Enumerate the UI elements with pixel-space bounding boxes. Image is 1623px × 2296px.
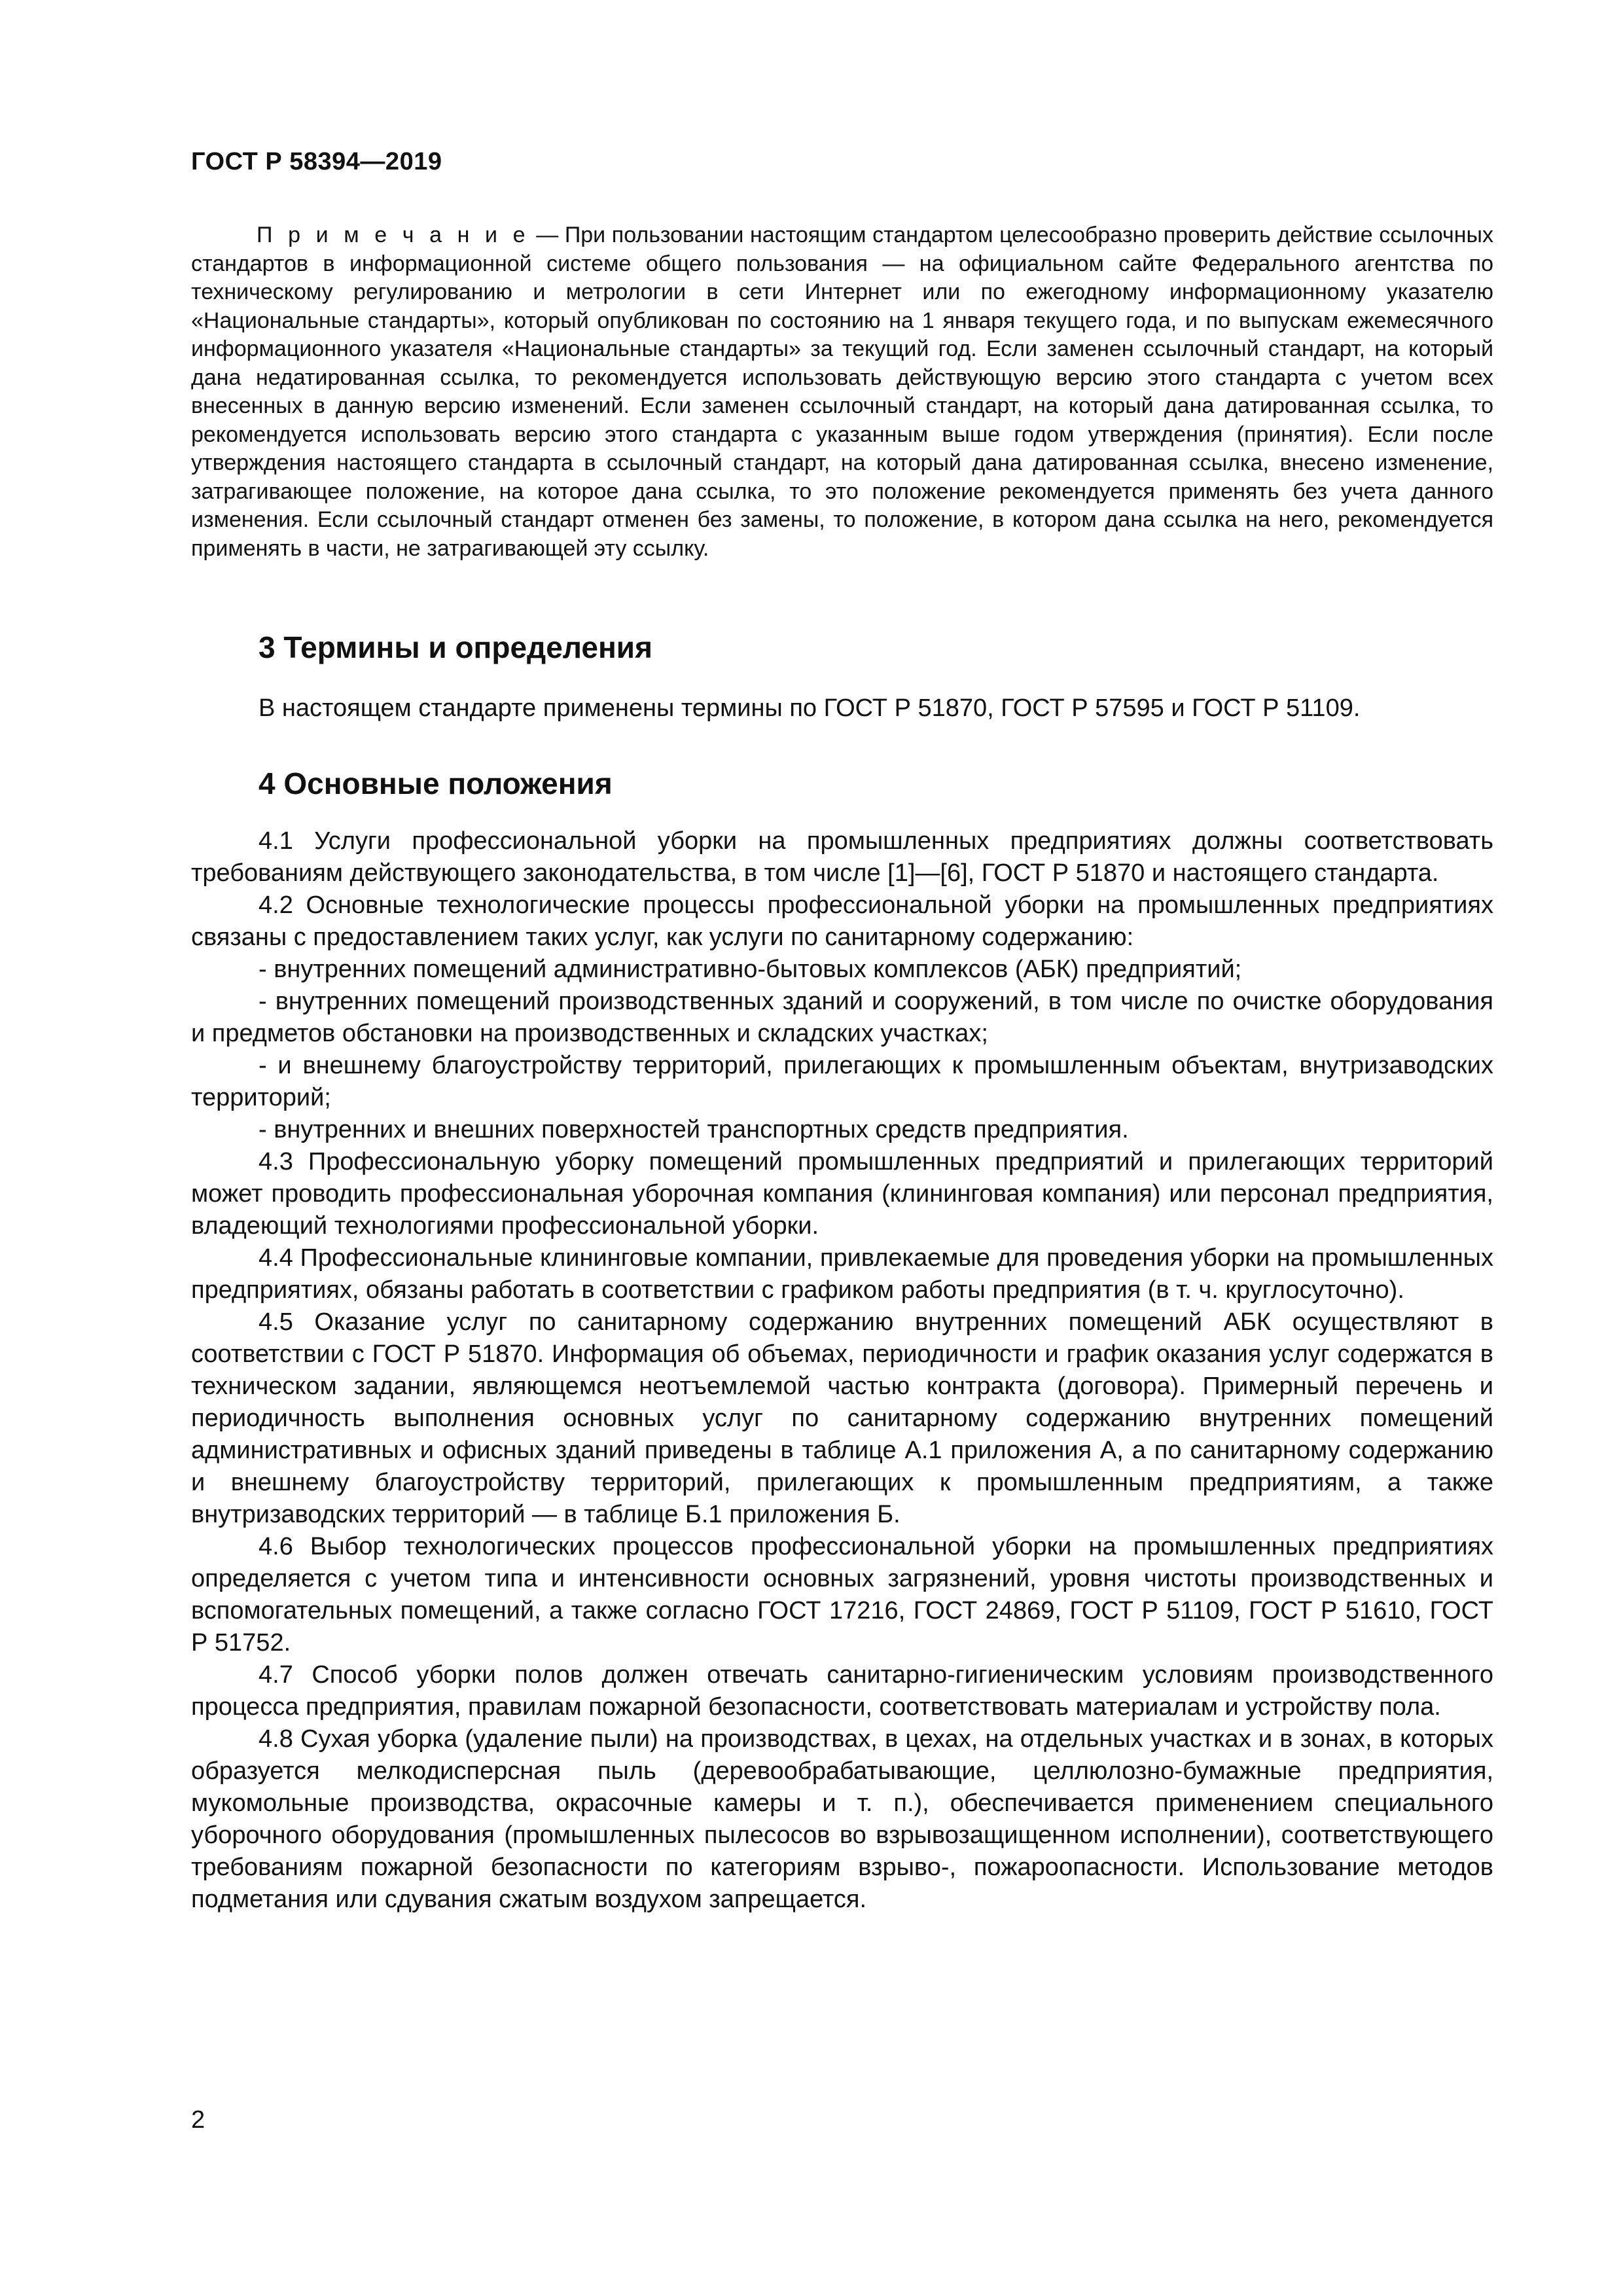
- list-item: - внутренних и внешних поверхностей транспортных средств предприятия.: [259, 1116, 1129, 1143]
- section-3-heading: 3 Термины и определения: [259, 630, 652, 664]
- paragraph-4-6: 4.6 Выбор технологических процессов профессиональной уборки на промышленных предприятиях определяется с учетом типа и интенсивности основных загрязнений, уровня чистоты производственных и вспомогательных помещений, а также согласно ГОСТ 17216, ГОСТ 24869, ГОСТ Р 51109, ГОСТ Р 51610, ГОСТ Р 51752.: [191, 1533, 1493, 1657]
- section-4-body: [191, 825, 1493, 1916]
- paragraph-4-2: 4.2 Основные технологические процессы профессиональной уборки на промышленных предприятиях связаны с предоставлением таких услуг, как услуги по санитарному содержанию:: [191, 891, 1493, 951]
- section-3-body: [191, 692, 1493, 725]
- page-number: 2: [191, 2106, 205, 2134]
- paragraph-4-5: 4.5 Оказание услуг по санитарному содержанию внутренних помещений АБК осуществляют в соответствии с ГОСТ Р 51870. Информация об объемах, периодичности и график оказания услуг содержатся в техническом задании, являющемся неотъемлемой частью контракта (договора). Примерный перечень и периодичность выполнения основных услуг по санитарному содержанию внутренних помещений административных и офисных зданий приведены в таблице А.1 приложения А, а по санитарному содержанию и внешнему благоустройству территорий, прилегающих к промышленным предприятиям, а также внутризаводских территорий — в таблице Б.1 приложения Б.: [191, 1308, 1493, 1528]
- paragraph-4-7: 4.7 Способ уборки полов должен отвечать санитарно-гигиеническим условиям производственного процесса предприятия, правилам пожарной безопасности, соответствовать материалам и устройству пола.: [191, 1661, 1493, 1721]
- note-label: П р и м е ч а н и е: [257, 223, 530, 247]
- section-3-text: В настоящем стандарте применены термины по ГОСТ Р 51870, ГОСТ Р 57595 и ГОСТ Р 51109.: [259, 694, 1361, 722]
- note-paragraph: [191, 221, 1493, 563]
- paragraph-4-1: 4.1 Услуги профессиональной уборки на промышленных предприятиях должны соответствовать требованиям действующего законодательства, в том числе [1]—[6], ГОСТ Р 51870 и настоящего стандарта.: [191, 827, 1493, 887]
- note-text: — При пользовании настоящим стандартом целесообразно проверить действие ссылочных стандартов в информационной системе общего пользования — на официальном сайте Федерального агентства по техническому регулированию и метрологии в сети Интернет или по ежегодному информационному указателю «Национальные стандарты», который опубликован по состоянию на 1 января текущего года, и по выпускам ежемесячного информационного указателя «Национальные стандарты» за текущий год. Если заменен ссылочный стандарт, на который дана недатированная ссылка, то рекомендуется использовать действующую версию этого стандарта с учетом всех внесенных в данную версию изменений. Если заменен ссылочный стандарт, на который дана датированная ссылка, то рекомендуется использовать версию этого стандарта с указанным выше годом утверждения (принятия). Если после утверждения настоящего стандарта в ссылочный стандарт, на который дана датированная ссылка, внесено изменение, затрагивающее положение, на которое дана ссылка, то это положение рекомендуется применять без учета данного изменения. Если ссылочный стандарт отменен без замены, то положение, в котором дана ссылка на него, рекомендуется применять в части, не затрагивающей эту ссылку.: [191, 223, 1493, 561]
- page-header-standard-code: ГОСТ Р 58394—2019: [191, 148, 442, 175]
- paragraph-4-3: 4.3 Профессиональную уборку помещений промышленных предприятий и прилегающих территорий может проводить профессиональная уборочная компания (клининговая компания) или персонал предприятия, владеющий технологиями профессиональной уборки.: [191, 1148, 1493, 1240]
- list-item: - внутренних помещений административно-бытовых комплексов (АБК) предприятий;: [259, 956, 1242, 983]
- list-item: - и внешнему благоустройству территорий, прилегающих к промышленным объектам, внутризаводских территорий;: [191, 1052, 1493, 1111]
- list-item: - внутренних помещений производственных зданий и сооружений, в том числе по очистке оборудования и предметов обстановки на производственных и складских участках;: [191, 988, 1493, 1047]
- paragraph-4-8: 4.8 Сухая уборка (удаление пыли) на производствах, в цехах, на отдельных участках и в зонах, в которых образуется мелкодисперсная пыль (деревообрабатывающие, целлюлозно-бумажные предприятия, мукомольные производства, окрасочные камеры и т. п.), обеспечивается применением специального уборочного оборудования (промышленных пылесосов во взрывозащищенном исполнении), соответствующего требованиям пожарной безопасности по категориям взрыво-, пожароопасности. Использование методов подметания или сдувания сжатым воздухом запрещается.: [191, 1725, 1493, 1913]
- paragraph-4-4: 4.4 Профессиональные клининговые компании, привлекаемые для проведения уборки на промышленных предприятиях, обязаны работать в соответствии с графиком работы предприятия (в т. ч. круглосуточно).: [191, 1244, 1493, 1304]
- section-4-heading: 4 Основные положения: [259, 766, 613, 800]
